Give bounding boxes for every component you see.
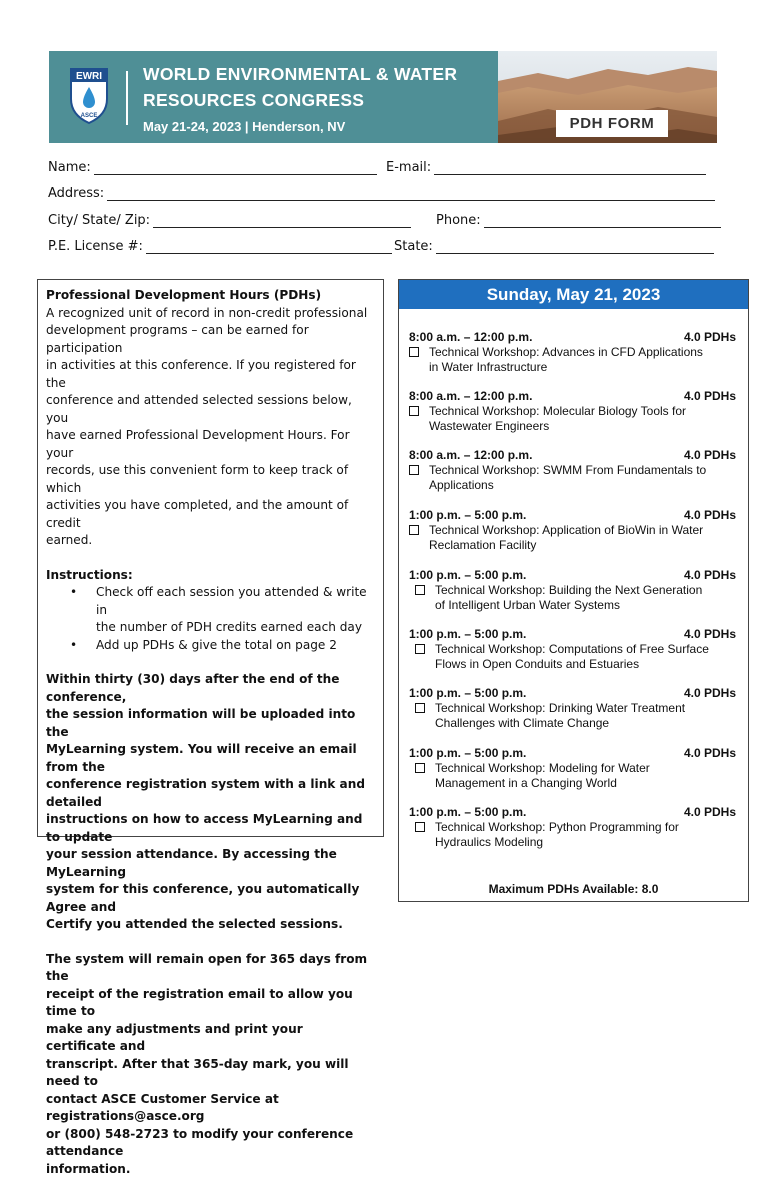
session-title-cont: Applications [429,478,706,493]
ewri-logo [67,65,111,125]
system-open-line: contact ASCE Customer Service at registrations@asce.org [46,1091,375,1126]
phone-label: Phone: [436,213,481,228]
instructions-title: Instructions: [46,567,375,585]
session-pdh: 4.0 PDHs [684,330,736,345]
session-checkbox[interactable] [415,763,425,773]
name-input-line[interactable] [94,163,377,175]
session-pdh: 4.0 PDHs [684,686,736,701]
session-item [409,627,739,672]
session-title: Technical Workshop: Building the Next Generation [435,583,702,598]
session-pdh: 4.0 PDHs [684,805,736,820]
session-title: Technical Workshop: Computations of Free Surface [435,642,709,657]
pe-license-input-line[interactable] [146,242,392,254]
system-open-line: or (800) 548-2723 to modify your conference attendance [46,1126,375,1161]
header-banner [49,51,717,143]
city-state-zip-label: City/ State/ Zip: [48,213,150,228]
city-state-zip-field[interactable] [48,213,411,228]
pe-license-label: P.E. License #: [48,239,143,254]
instruction-bullet: • Check off each session you attended & write in the number of PDH credits earned each day [46,584,375,637]
state-input-line[interactable] [436,242,714,254]
session-title-cont: Reclamation Facility [429,538,703,553]
pdh-info-line: conference and attended selected sessions below, you [46,392,375,427]
pdh-info-line: A recognized unit of record in non-credit professional [46,305,375,323]
session-checkbox[interactable] [415,822,425,832]
session-checkbox[interactable] [409,525,419,535]
session-checkbox[interactable] [415,585,425,595]
address-field[interactable] [48,186,715,201]
session-time: 8:00 a.m. – 12:00 p.m. [409,330,532,345]
day-header: Sunday, May 21, 2023 [399,280,748,309]
pdh-info-line: development programs – can be earned for participation [46,322,375,357]
pdh-info-line: in activities at this conference. If you registered for the [46,357,375,392]
address-label: Address: [48,186,104,201]
session-title-cont: Flows in Open Conduits and Estuaries [435,657,709,672]
upload-info-line: conference registration system with a link and detailed [46,776,375,811]
bullet-icon: • [70,637,96,655]
upload-info-line: Certify you attended the selected sessions. [46,916,375,934]
phone-field[interactable] [436,213,721,228]
pdh-info-title: Professional Development Hours (PDHs) [46,287,375,305]
email-field[interactable] [386,160,706,175]
congress-title: WORLD ENVIRONMENTAL & WATER RESOURCES CONGRESS [143,61,457,113]
instruction-bullet: • Add up PDHs & give the total on page 2 [46,637,375,655]
upload-info-line: system for this conference, you automatically Agree and [46,881,375,916]
session-pdh: 4.0 PDHs [684,568,736,583]
session-checkbox[interactable] [415,703,425,713]
session-time: 1:00 p.m. – 5:00 p.m. [409,746,526,761]
upload-info-line: your session attendance. By accessing the MyLearning [46,846,375,881]
system-open-line: receipt of the registration email to allow you time to [46,986,375,1021]
session-title: Technical Workshop: Application of BioWin in Water [429,523,703,538]
session-pdh: 4.0 PDHs [684,448,736,463]
congress-date-location: May 21-24, 2023 | Henderson, NV [143,119,345,134]
session-title-cont: Management in a Changing World [435,776,650,791]
session-checkbox[interactable] [415,644,425,654]
svg-text:EWRI: EWRI [76,71,102,82]
upload-info-line: Within thirty (30) days after the end of the conference, [46,671,375,706]
email-label: E-mail: [386,160,431,175]
name-field[interactable] [48,160,377,175]
session-item [409,330,739,375]
session-checkbox[interactable] [409,406,419,416]
pe-license-field[interactable] [48,239,392,254]
session-title: Technical Workshop: Modeling for Water [435,761,650,776]
city-state-zip-input-line[interactable] [153,216,411,228]
session-item [409,568,739,613]
session-title-cont: of Intelligent Urban Water Systems [435,598,702,613]
bullet-icon: • [70,584,96,637]
max-pdh-available: Maximum PDHs Available: 8.0 [399,882,748,896]
session-title: Technical Workshop: Molecular Biology Tools for [429,404,686,419]
session-time: 1:00 p.m. – 5:00 p.m. [409,568,526,583]
upload-info-line: instructions on how to access MyLearning and to update [46,811,375,846]
session-time: 1:00 p.m. – 5:00 p.m. [409,627,526,642]
session-title-cont: Hydraulics Modeling [435,835,679,850]
session-time: 1:00 p.m. – 5:00 p.m. [409,805,526,820]
pdh-info-line: activities you have completed, and the amount of credit [46,497,375,532]
session-item [409,686,739,731]
session-checkbox[interactable] [409,347,419,357]
session-pdh: 4.0 PDHs [684,508,736,523]
pdh-form-label: PDH FORM [556,110,668,137]
upload-info-line: the session information will be uploaded into the [46,706,375,741]
session-item [409,508,739,553]
pdh-info-line: records, use this convenient form to keep track of which [46,462,375,497]
session-pdh: 4.0 PDHs [684,746,736,761]
system-open-line: make any adjustments and print your certificate and [46,1021,375,1056]
pdh-info-line: have earned Professional Development Hours. For your [46,427,375,462]
session-title: Technical Workshop: Drinking Water Treatment [435,701,685,716]
upload-info-line: MyLearning system. You will receive an email from the [46,741,375,776]
session-item [409,805,739,850]
address-input-line[interactable] [107,189,715,201]
session-pdh: 4.0 PDHs [684,627,736,642]
session-title-cont: in Water Infrastructure [429,360,703,375]
session-time: 8:00 a.m. – 12:00 p.m. [409,389,532,404]
session-title: Technical Workshop: SWMM From Fundamentals to [429,463,706,478]
session-item [409,448,739,493]
session-checkbox[interactable] [409,465,419,475]
pdh-info-line: earned. [46,532,375,550]
name-label: Name: [48,160,91,175]
schedule-box [398,279,749,902]
svg-text:ASCE: ASCE [81,113,98,119]
phone-input-line[interactable] [484,216,721,228]
pdh-info-box [37,279,384,837]
session-pdh: 4.0 PDHs [684,389,736,404]
session-item [409,389,739,434]
system-open-line: The system will remain open for 365 days from the [46,951,375,986]
session-title-cont: Challenges with Climate Change [435,716,685,731]
session-item [409,746,739,791]
state-field[interactable] [394,239,714,254]
system-open-line: information. [46,1161,375,1178]
session-title: Technical Workshop: Python Programming for [435,820,679,835]
state-label: State: [394,239,433,254]
session-title: Technical Workshop: Advances in CFD Applications [429,345,703,360]
system-open-line: transcript. After that 365-day mark, you will need to [46,1056,375,1091]
header-divider [126,71,128,125]
session-time: 8:00 a.m. – 12:00 p.m. [409,448,532,463]
session-time: 1:00 p.m. – 5:00 p.m. [409,508,526,523]
email-input-line[interactable] [434,163,706,175]
session-title-cont: Wastewater Engineers [429,419,686,434]
session-time: 1:00 p.m. – 5:00 p.m. [409,686,526,701]
